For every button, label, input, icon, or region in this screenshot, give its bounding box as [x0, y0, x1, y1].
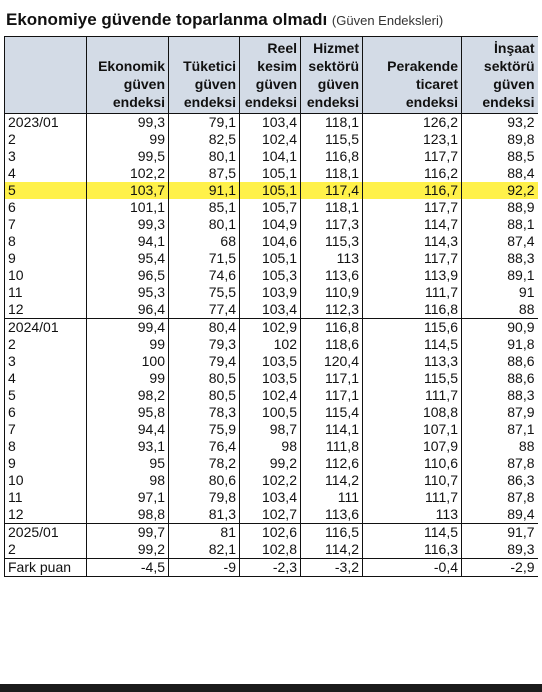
table-row — [5, 114, 538, 132]
table-row — [5, 489, 538, 506]
table-cell: 115,3 — [301, 233, 363, 250]
table-cell: 98,7 — [240, 421, 301, 438]
table-cell: 87,5 — [169, 165, 240, 182]
table-cell: 75,5 — [169, 284, 240, 301]
table-cell: 99,7 — [87, 524, 169, 542]
table-cell: 114,5 — [363, 524, 462, 542]
table-cell: 92,2 — [462, 182, 538, 199]
table-cell: 118,1 — [301, 199, 363, 216]
table-cell: 116,2 — [363, 165, 462, 182]
row-period-cell: 6 — [5, 404, 87, 421]
table-cell: 88 — [462, 301, 538, 319]
table-cell: 95,4 — [87, 250, 169, 267]
table-cell: 120,4 — [301, 353, 363, 370]
table-cell: 114,5 — [363, 336, 462, 353]
table-cell: 102,4 — [240, 131, 301, 148]
page-title — [6, 8, 443, 33]
row-period-cell: 11 — [5, 284, 87, 301]
table-cell: 126,2 — [363, 114, 462, 132]
table-cell: 87,1 — [462, 421, 538, 438]
table-cell: 76,4 — [169, 438, 240, 455]
table-cell: 99,2 — [87, 541, 169, 559]
table-cell: 94,4 — [87, 421, 169, 438]
table-row — [5, 387, 538, 404]
row-period-cell: 7 — [5, 421, 87, 438]
table-cell: 82,1 — [169, 541, 240, 559]
table-cell: 102,2 — [240, 472, 301, 489]
table-cell: 87,4 — [462, 233, 538, 250]
table-cell: 99,4 — [87, 319, 169, 337]
table-cell: 114,1 — [301, 421, 363, 438]
table-cell: 116,5 — [301, 524, 363, 542]
table-row — [5, 199, 538, 216]
table-row — [5, 353, 538, 370]
row-period-cell: 3 — [5, 148, 87, 165]
table-cell: 116,8 — [301, 319, 363, 337]
table-cell: 81 — [169, 524, 240, 542]
table-cell: 105,1 — [240, 165, 301, 182]
table-cell: 79,8 — [169, 489, 240, 506]
table-cell: -2,3 — [240, 559, 301, 577]
table-cell: 93,1 — [87, 438, 169, 455]
table-cell: 94,1 — [87, 233, 169, 250]
table-cell: 113,9 — [363, 267, 462, 284]
table-cell: 123,1 — [363, 131, 462, 148]
table-cell: 99,3 — [87, 216, 169, 233]
table-row — [5, 472, 538, 489]
table-cell: 97,1 — [87, 489, 169, 506]
table-cell: 91 — [462, 284, 538, 301]
table-cell: 89,8 — [462, 131, 538, 148]
table-cell: 102 — [240, 336, 301, 353]
table-cell: 113 — [363, 506, 462, 524]
table-row — [5, 404, 538, 421]
row-period-cell: 7 — [5, 216, 87, 233]
table-cell: 114,2 — [301, 541, 363, 559]
table-cell: 111,7 — [363, 387, 462, 404]
row-period-cell: 12 — [5, 506, 87, 524]
row-period-cell: 2 — [5, 541, 87, 559]
table-cell: 103,4 — [240, 489, 301, 506]
table-cell: 100 — [87, 353, 169, 370]
header-period — [5, 37, 87, 114]
table-cell: 102,9 — [240, 319, 301, 337]
table-row — [5, 250, 538, 267]
table-cell: 98 — [240, 438, 301, 455]
table-cell: 95,8 — [87, 404, 169, 421]
table-cell: 99 — [87, 131, 169, 148]
row-period-cell: 5 — [5, 387, 87, 404]
row-period-cell: 4 — [5, 370, 87, 387]
table-cell: 87,8 — [462, 489, 538, 506]
row-period-cell: 6 — [5, 199, 87, 216]
header-col-1: Ekonomik güven endeksi — [87, 37, 169, 114]
table-cell: 114,2 — [301, 472, 363, 489]
table-cell: 105,1 — [240, 250, 301, 267]
table-cell: 116,8 — [301, 148, 363, 165]
table-cell: 88,6 — [462, 353, 538, 370]
row-period-cell: 2023/01 — [5, 114, 87, 132]
table-cell: 115,6 — [363, 319, 462, 337]
table-cell: 113,6 — [301, 506, 363, 524]
table-cell: 111,8 — [301, 438, 363, 455]
table-cell: 105,1 — [240, 182, 301, 199]
table-cell: 113,6 — [301, 267, 363, 284]
table-cell: 116,8 — [363, 301, 462, 319]
table-cell: 88,1 — [462, 216, 538, 233]
table-cell: 99,2 — [240, 455, 301, 472]
table-cell: 88,6 — [462, 370, 538, 387]
row-period-cell: 4 — [5, 165, 87, 182]
row-period-cell: Fark puan — [5, 559, 87, 577]
table-cell: 117,1 — [301, 387, 363, 404]
row-period-cell: 8 — [5, 438, 87, 455]
row-period-cell: 3 — [5, 353, 87, 370]
table-cell: 79,1 — [169, 114, 240, 132]
bottom-bar — [0, 684, 542, 692]
table-cell: 80,5 — [169, 370, 240, 387]
table-cell: 114,3 — [363, 233, 462, 250]
table-row — [5, 233, 538, 250]
table-cell: 88,9 — [462, 199, 538, 216]
row-period-cell: 10 — [5, 267, 87, 284]
table-cell: 91,8 — [462, 336, 538, 353]
table-cell: 102,8 — [240, 541, 301, 559]
table-cell: 102,7 — [240, 506, 301, 524]
table-row — [5, 455, 538, 472]
table-cell: 89,3 — [462, 541, 538, 559]
table-row — [5, 301, 538, 319]
table-cell: 98,8 — [87, 506, 169, 524]
table-cell: 111,7 — [363, 489, 462, 506]
table-cell: -4,5 — [87, 559, 169, 577]
table-cell: 115,5 — [301, 131, 363, 148]
table-cell: 103,4 — [240, 301, 301, 319]
table-cell: 81,3 — [169, 506, 240, 524]
table-cell: 117,1 — [301, 370, 363, 387]
table-cell: -0,4 — [363, 559, 462, 577]
table-cell: 98 — [87, 472, 169, 489]
table-cell: 71,5 — [169, 250, 240, 267]
table-cell: 114,7 — [363, 216, 462, 233]
table-cell: 82,5 — [169, 131, 240, 148]
header-col-5: Perakende ticaret endeksi — [363, 37, 462, 114]
table-cell: 117,7 — [363, 148, 462, 165]
table-cell: 111,7 — [363, 284, 462, 301]
table-cell: 113,3 — [363, 353, 462, 370]
table-cell: 99 — [87, 370, 169, 387]
table-body — [5, 114, 538, 577]
table-cell: 102,2 — [87, 165, 169, 182]
table-cell: 111 — [301, 489, 363, 506]
table-cell: 112,6 — [301, 455, 363, 472]
table-row — [5, 319, 538, 337]
table-cell: 117,7 — [363, 250, 462, 267]
table-cell: 89,1 — [462, 267, 538, 284]
table-row — [5, 438, 538, 455]
table-row — [5, 131, 538, 148]
table-row — [5, 421, 538, 438]
table-row — [5, 524, 538, 542]
header-col-3: Reel kesim güven endeksi — [240, 37, 301, 114]
table-cell: 80,4 — [169, 319, 240, 337]
table-cell: 103,7 — [87, 182, 169, 199]
table-cell: 68 — [169, 233, 240, 250]
table-row — [5, 165, 538, 182]
table-cell: 78,2 — [169, 455, 240, 472]
table-cell: 104,1 — [240, 148, 301, 165]
table-cell: 85,1 — [169, 199, 240, 216]
table-cell: 79,4 — [169, 353, 240, 370]
row-period-cell: 9 — [5, 455, 87, 472]
table-cell: 118,1 — [301, 165, 363, 182]
row-period-cell: 9 — [5, 250, 87, 267]
table-cell: -9 — [169, 559, 240, 577]
table-cell: 107,9 — [363, 438, 462, 455]
table-cell: 104,6 — [240, 233, 301, 250]
table-row — [5, 336, 538, 353]
table-cell: 78,3 — [169, 404, 240, 421]
table-cell: 115,5 — [363, 370, 462, 387]
table-cell: 105,7 — [240, 199, 301, 216]
table-cell: 102,4 — [240, 387, 301, 404]
table-cell: 80,6 — [169, 472, 240, 489]
table-row — [5, 216, 538, 233]
table-cell: 115,4 — [301, 404, 363, 421]
table-cell: 87,9 — [462, 404, 538, 421]
table-cell: 90,9 — [462, 319, 538, 337]
table-row — [5, 541, 538, 559]
table-cell: 80,1 — [169, 148, 240, 165]
table-cell: 86,3 — [462, 472, 538, 489]
table-cell: 112,3 — [301, 301, 363, 319]
table-cell: 93,2 — [462, 114, 538, 132]
row-period-cell: 8 — [5, 233, 87, 250]
table-row — [5, 370, 538, 387]
table-row — [5, 148, 538, 165]
row-period-cell: 2 — [5, 336, 87, 353]
table-cell: 88,3 — [462, 250, 538, 267]
header-col-6: İnşaat sektörü güven endeksi — [462, 37, 538, 114]
row-period-cell: 10 — [5, 472, 87, 489]
table-cell: 118,6 — [301, 336, 363, 353]
table-cell: 103,5 — [240, 370, 301, 387]
table-cell: 91,7 — [462, 524, 538, 542]
table-cell: 99 — [87, 336, 169, 353]
confidence-index-table — [4, 36, 538, 577]
table-cell: 88,3 — [462, 387, 538, 404]
table-cell: 80,5 — [169, 387, 240, 404]
table-cell: 98,2 — [87, 387, 169, 404]
table-cell: 107,1 — [363, 421, 462, 438]
table-cell: 95 — [87, 455, 169, 472]
table-cell: 101,1 — [87, 199, 169, 216]
table-cell: 91,1 — [169, 182, 240, 199]
table-cell: 110,6 — [363, 455, 462, 472]
table-cell: 103,9 — [240, 284, 301, 301]
table-cell: 96,4 — [87, 301, 169, 319]
table-cell: 110,7 — [363, 472, 462, 489]
row-period-cell: 2 — [5, 131, 87, 148]
table-cell: 110,9 — [301, 284, 363, 301]
table-cell: 99,3 — [87, 114, 169, 132]
table-header — [5, 37, 538, 114]
table-cell: 88 — [462, 438, 538, 455]
header-col-4: Hizmet sektörü güven endeksi — [301, 37, 363, 114]
title-subtitle: (Güven Endeksleri) — [331, 13, 444, 28]
table-cell: 117,4 — [301, 182, 363, 199]
table-cell: 80,1 — [169, 216, 240, 233]
row-period-cell: 12 — [5, 301, 87, 319]
table-cell: 104,9 — [240, 216, 301, 233]
table-row — [5, 267, 538, 284]
table-cell: 113 — [301, 250, 363, 267]
table-cell: 118,1 — [301, 114, 363, 132]
row-period-cell: 5 — [5, 182, 87, 199]
title-main: Ekonomiye güvende toparlanma olmadı — [6, 10, 328, 29]
table-cell: -3,2 — [301, 559, 363, 577]
table-cell: 116,7 — [363, 182, 462, 199]
table-cell: 108,8 — [363, 404, 462, 421]
header-row — [5, 37, 538, 114]
table-cell: 102,6 — [240, 524, 301, 542]
table-cell: 117,7 — [363, 199, 462, 216]
header-col-2: Tüketici güven endeksi — [169, 37, 240, 114]
table-cell: 79,3 — [169, 336, 240, 353]
table-cell: 96,5 — [87, 267, 169, 284]
table-cell: 89,4 — [462, 506, 538, 524]
table-row — [5, 182, 538, 199]
table-cell: 87,8 — [462, 455, 538, 472]
table-cell: 95,3 — [87, 284, 169, 301]
table-cell: 88,5 — [462, 148, 538, 165]
row-period-cell: 2024/01 — [5, 319, 87, 337]
table-row — [5, 284, 538, 301]
table-cell: 99,5 — [87, 148, 169, 165]
table-cell: 75,9 — [169, 421, 240, 438]
table-cell: 103,5 — [240, 353, 301, 370]
table-cell: 116,3 — [363, 541, 462, 559]
table-cell: 88,4 — [462, 165, 538, 182]
table-row — [5, 559, 538, 577]
table-cell: 103,4 — [240, 114, 301, 132]
table-row — [5, 506, 538, 524]
table-cell: 77,4 — [169, 301, 240, 319]
row-period-cell: 11 — [5, 489, 87, 506]
table-cell: 74,6 — [169, 267, 240, 284]
table-cell: -2,9 — [462, 559, 538, 577]
row-period-cell: 2025/01 — [5, 524, 87, 542]
table-cell: 117,3 — [301, 216, 363, 233]
table-cell: 105,3 — [240, 267, 301, 284]
table-cell: 100,5 — [240, 404, 301, 421]
